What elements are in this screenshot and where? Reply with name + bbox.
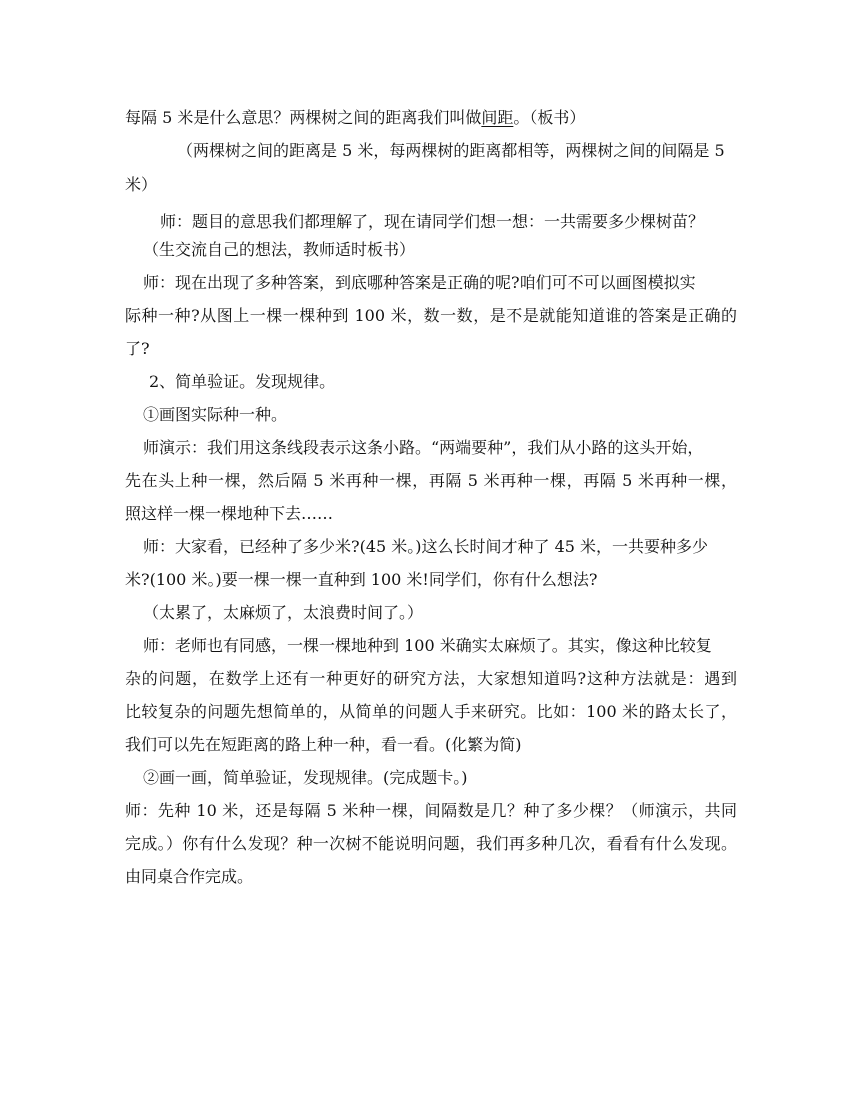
- paragraph-line: 师：先种 10 米，还是每隔 5 米种一棵，间隔数是几？种了多少棵？（师演示，共同: [125, 801, 737, 820]
- subsection-heading: ②画一画，简单验证，发现规律。(完成题卡。): [143, 768, 468, 787]
- paragraph-line: 师：大家看，已经种了多少米?(45 米。)这么长时间才种了 45 米，一共要种多少: [143, 537, 709, 556]
- paragraph-line: 照这样一棵一棵地种下去……: [125, 504, 334, 523]
- paragraph-line: 由同桌合作完成。: [125, 867, 254, 886]
- paragraph-line: 师：题目的意思我们都理解了，现在请同学们想一想：一共需要多少棵树苗？: [160, 212, 705, 231]
- section-heading: 2、简单验证。发现规律。: [149, 372, 336, 391]
- paragraph-line: 先在头上种一棵，然后隔 5 米再种一棵，再隔 5 米再种一棵，再隔 5 米再种一棵，: [125, 471, 737, 490]
- paragraph-line: 我们可以先在短距离的路上种一种，看一看。(化繁为简): [125, 735, 522, 754]
- text-span: 。（板书）: [513, 108, 586, 127]
- paragraph-line: 师：老师也有同感，一棵一棵地种到 100 米确实太麻烦了。其实，像这种比较复: [143, 636, 712, 655]
- paragraph-line: 了?: [125, 339, 150, 358]
- underlined-term: 间距: [481, 108, 514, 127]
- paragraph-line: 杂的问题，在数学上还有一种更好的研究方法，大家想知道吗?这种方法就是：遇到: [125, 669, 737, 688]
- paragraph-line: 师演示：我们用这条线段表示这条小路。“两端要种”，我们从小路的这头开始，: [143, 438, 704, 457]
- paragraph-line: （太累了，太麻烦了，太浪费时间了。）: [143, 603, 424, 622]
- paragraph-line: 师：现在出现了多种答案，到底哪种答案是正确的呢?咱们可不可以画图模拟实: [143, 273, 696, 292]
- paragraph-line: （两棵树之间的距离是 5 米，每两棵树的距离都相等，两棵树之间的间隔是 5: [177, 141, 725, 160]
- paragraph-line: [125, 108, 585, 128]
- paragraph-line: 米）: [125, 175, 158, 194]
- paragraph-line: （生交流自己的想法，教师适时板书）: [143, 240, 416, 259]
- paragraph-line: 完成。）你有什么发现？种一次树不能说明问题，我们再多种几次，看看有什么发现。: [125, 834, 737, 853]
- paragraph-line: 际种一种?从图上一棵一棵种到 100 米，数一数，是不是就能知道谁的答案是正确的: [125, 306, 737, 325]
- text-span: 每隔 5 米是什么意思？两棵树之间的距离我们叫做: [125, 108, 482, 127]
- subsection-heading: ①画图实际种一种。: [143, 405, 288, 424]
- paragraph-line: 比较复杂的问题先想简单的，从简单的问题人手来研究。比如：100 米的路太长了，: [125, 702, 737, 721]
- paragraph-line: 米?(100 米。)要一棵一棵一直种到 100 米!同学们，你有什么想法?: [125, 570, 598, 589]
